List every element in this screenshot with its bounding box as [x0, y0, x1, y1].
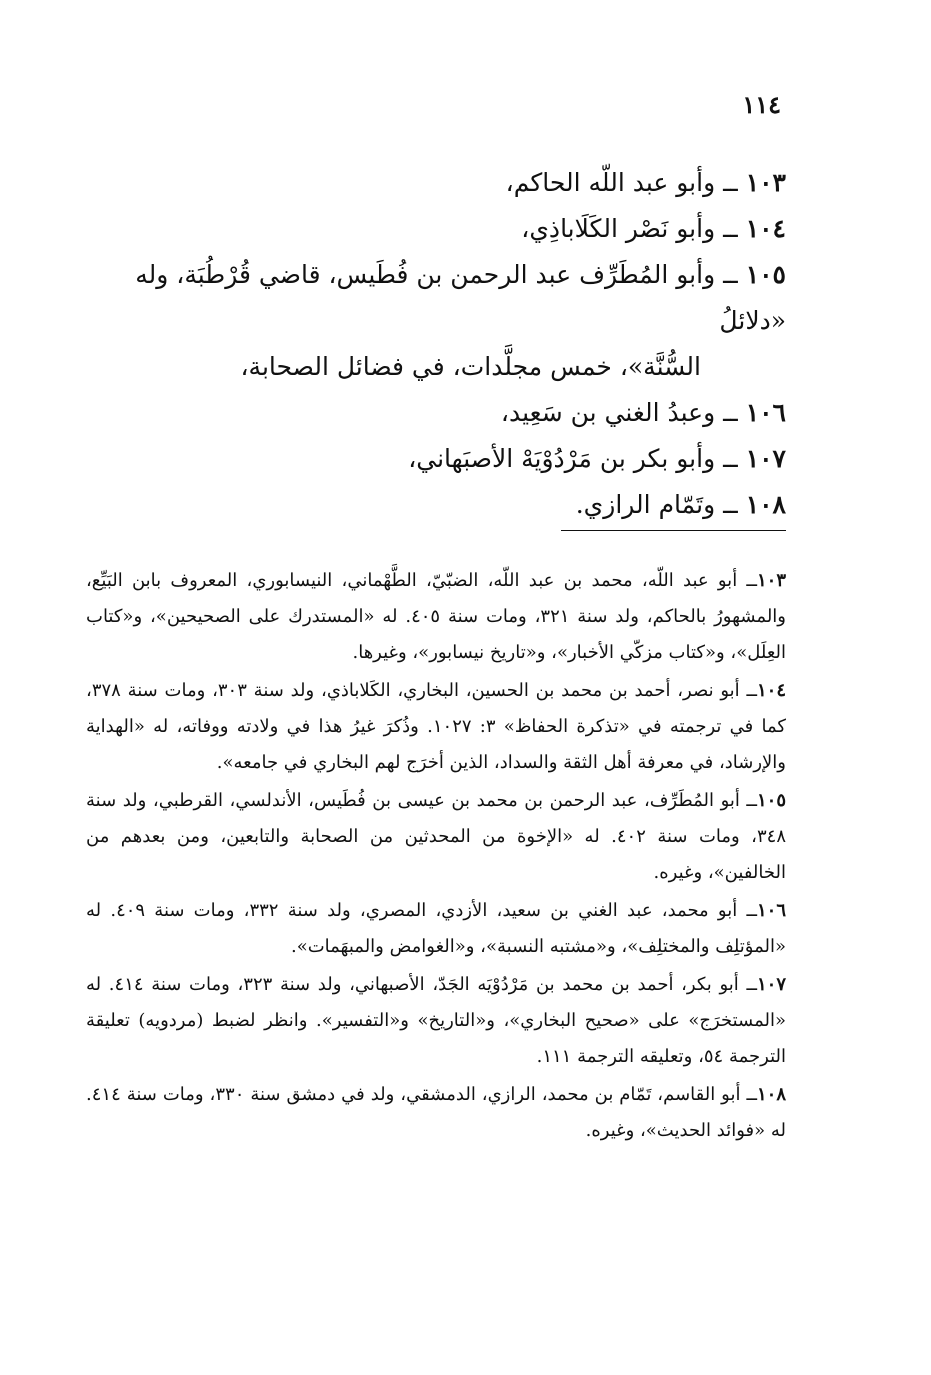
footnote: [86, 1077, 786, 1149]
entry-number: ١٠٣: [745, 168, 786, 197]
footnote-text: ــ أبو المُطَرِّف، عبد الرحمن بن محمد بن عيسى بن فُطَيس، الأندلسي، القرطبي، ولد سنة ٣٤٨، ومات سنة ٤٠٢. له «الإخوة من المحدثين من الصحابة والتابعين، ومن بعدهم من الخالفين»، وغيره.: [86, 790, 786, 883]
main-entry: [86, 252, 786, 390]
footnote-number: ١٠٥: [756, 790, 786, 811]
footnote-text: ــ أبو بكر، أحمد بن محمد بن مَرْدُوْيَه الجَدّ، الأصبهاني، ولد سنة ٣٢٣، ومات سنة ٤١٤. له «المستخرَج» على «صحيح البخاري»، و«التاريخ» و«التفسير». وانظر لضبط (مردويه) تعليقة الترجمة ٥٤، وتعليقه الترجمة ١١١.: [86, 974, 786, 1067]
footnote: [86, 783, 786, 891]
footnote: [86, 967, 786, 1075]
footnote-number: ١٠٣: [756, 570, 786, 591]
main-text: [86, 160, 786, 528]
main-entry: [86, 482, 786, 528]
footnote-text: ــ أبو القاسم، تَمّام بن محمد، الرازي، الدمشقي، ولد في دمشق سنة ٣٣٠، ومات سنة ٤١٤. له «فوائد الحديث»، وغيره.: [86, 1084, 786, 1141]
main-entry: [86, 390, 786, 436]
footnote: [86, 563, 786, 671]
entry-text: ــ وأبو المُطَرِّف عبد الرحمن بن فُطَيس، قاضي قُرْطُبَة، وله «دلائلُ: [135, 260, 786, 335]
entry-text: ــ وعبدُ الغني بن سَعِيد،: [500, 398, 738, 427]
footnote-number: ١٠٦: [757, 900, 787, 921]
page-number: ١١٤: [742, 90, 781, 119]
entry-number: ١٠٦: [745, 398, 786, 427]
entry-number: ١٠٧: [745, 444, 786, 473]
entry-number: ١٠٨: [745, 490, 786, 519]
entry-text-continuation: السُّنَّة»، خمس مجلَّدات، في فضائل الصحابة،: [240, 352, 701, 381]
footnote-text: ــ أبو محمد، عبد الغني بن سعيد، الأزدي، المصري، ولد سنة ٣٣٢، ومات سنة ٤٠٩. له «المؤتلِف والمختلِف»، و«مشتبه النسبة»، و«الغوامض والمبهَمات».: [86, 900, 786, 957]
entry-number: ١٠٥: [745, 260, 786, 289]
footnote: [86, 893, 786, 965]
entry-text: ــ وأبو نَصْر الكَلَاباذِي،: [521, 214, 738, 243]
footnote-text: ــ أبو عبد اللّه، محمد بن عبد اللّه، الضبّيّ، الطَّهْماني، النيسابوري، المعروف بابن البَيِّع، والمشهورُ بالحاكم، ولد سنة ٣٢١، ومات سنة ٤٠٥. له «المستدرك على الصحيحين»، و«كتاب العِلَل»، و«كتاب مزكّي الأخبار»، و«تاريخ نيسابور»، وغيرها.: [86, 570, 787, 663]
main-entry: [86, 160, 786, 206]
footnote-text: ــ أبو نصر، أحمد بن محمد بن الحسين، البخاري، الكَلاباذي، ولد سنة ٣٠٣، ومات سنة ٣٧٨، كما في ترجمته في «تذكرة الحفاظ» ٣: ١٠٢٧. وذُكرَ غيرُ هذا في ولادته ووفاته، له «الهداية والإرشاد، في معرفة أهل الثقة والسداد، الذين أخرَج لهم البخاري في جامعه».: [86, 680, 786, 773]
entry-text: ــ وأبو بكر بن مَرْدُوْيَهْ الأصبَهاني،: [408, 444, 738, 473]
footnote: [86, 673, 786, 781]
entry-number: ١٠٤: [745, 214, 786, 243]
footnote-number: ١٠٤: [757, 680, 787, 701]
footnote-number: ١٠٧: [757, 974, 787, 995]
main-entry: [86, 436, 786, 482]
footnote-number: ١٠٨: [757, 1084, 787, 1105]
main-entry: [86, 206, 786, 252]
entry-text: ــ وتَمّام الرازي.: [575, 490, 738, 519]
footnote-separator: [561, 530, 786, 531]
footnotes: [86, 563, 786, 1151]
entry-text: ــ وأبو عبد اللّه الحاكم،: [505, 168, 738, 197]
